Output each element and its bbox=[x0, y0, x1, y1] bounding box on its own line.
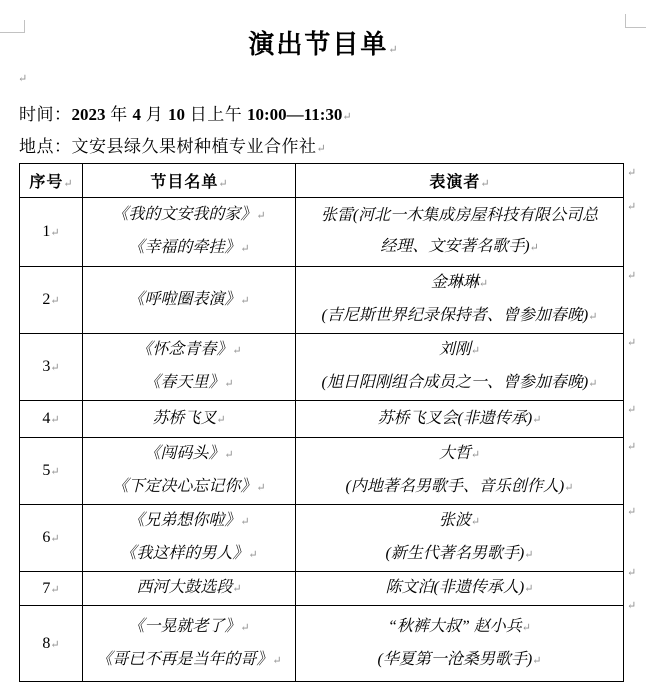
performer-line: 经理、文安著名歌手)↵ bbox=[380, 238, 539, 255]
table-header-row bbox=[20, 164, 624, 198]
paragraph-mark-icon: ↵ bbox=[521, 621, 532, 634]
paragraph-mark-icon: ↵ bbox=[224, 378, 234, 390]
header-no bbox=[20, 164, 83, 198]
performer-line: 张波↵ bbox=[438, 512, 481, 529]
paragraph-mark-icon: ↵ bbox=[480, 178, 490, 190]
header-performer-text: 表演者 bbox=[429, 174, 481, 191]
paragraph-mark-icon: ↵ bbox=[256, 210, 266, 222]
row-end-mark-icon: ↵ bbox=[627, 201, 637, 213]
performer-line: 张雷(河北一木集成房屋科技有限公司总 bbox=[320, 207, 599, 224]
performer-line: “秋裤大叔” 赵小兵↵ bbox=[387, 617, 532, 635]
cell-no bbox=[20, 401, 83, 438]
cell-performers bbox=[296, 267, 624, 334]
program-line: 苏桥飞叉↵ bbox=[152, 409, 226, 427]
paragraph-mark-icon: ↵ bbox=[588, 311, 598, 323]
paragraph-mark-icon: ↵ bbox=[532, 413, 542, 426]
row-number: 7 bbox=[42, 579, 51, 597]
performer-line: (华夏第一沧桑男歌手)↵ bbox=[377, 650, 542, 668]
time-year-unit: 年 bbox=[105, 105, 133, 124]
row-end-mark-icon: ↵ bbox=[627, 441, 637, 453]
paragraph-mark-icon: ↵ bbox=[470, 345, 481, 357]
paragraph-mark-icon: ↵ bbox=[50, 414, 60, 426]
program-line: 《春天里》↵ bbox=[144, 374, 234, 391]
row-number: 2 bbox=[42, 291, 51, 308]
header-no-text: 序号 bbox=[29, 174, 64, 191]
table-row bbox=[20, 606, 624, 682]
row-end-mark-icon: ↵ bbox=[627, 567, 637, 579]
cell-programs bbox=[83, 334, 296, 401]
paragraph-mark-icon: ↵ bbox=[218, 178, 228, 190]
cell-programs bbox=[83, 267, 296, 334]
time-range: 10:00—11:30 bbox=[247, 105, 343, 124]
cell-performers bbox=[296, 606, 624, 682]
cell-performers bbox=[296, 438, 624, 505]
paragraph-mark-icon: ↵ bbox=[50, 533, 60, 545]
cell-no bbox=[20, 198, 83, 267]
program-line: 《我的文安我的家》↵ bbox=[112, 206, 266, 223]
paragraph-mark-icon: ↵ bbox=[50, 295, 60, 307]
paragraph-mark-icon: ↵ bbox=[248, 549, 258, 561]
location-text: 地点：文安县绿久果树种植专业合作社 bbox=[19, 137, 317, 156]
table-row bbox=[20, 334, 624, 401]
paragraph-mark-icon: ↵ bbox=[316, 143, 326, 155]
row-number: 5 bbox=[42, 462, 51, 479]
program-line: 《幸福的牵挂》↵ bbox=[128, 239, 250, 256]
performer-line: (吉尼斯世界纪录保持者、曾参加春晚)↵ bbox=[321, 307, 598, 324]
header-program bbox=[83, 164, 296, 198]
paragraph-mark-icon: ↵ bbox=[342, 111, 352, 123]
paragraph-mark-icon: ↵ bbox=[240, 516, 250, 528]
program-line: 《怀念青春》↵ bbox=[136, 341, 242, 358]
program-line: 《我这样的男人》↵ bbox=[120, 545, 258, 562]
header-performer bbox=[296, 164, 624, 198]
paragraph-mark-icon: ↵ bbox=[216, 413, 226, 426]
paragraph-mark-icon: ↵ bbox=[272, 654, 282, 667]
paragraph-mark-icon: ↵ bbox=[564, 482, 574, 494]
paragraph-mark-icon: ↵ bbox=[232, 583, 242, 595]
cell-performers bbox=[296, 401, 624, 438]
row-end-mark-icon: ↵ bbox=[627, 600, 637, 612]
table-row bbox=[20, 438, 624, 505]
cell-no bbox=[20, 267, 83, 334]
performer-line: 大哲↵ bbox=[438, 445, 481, 462]
row-end-mark-icon: ↵ bbox=[627, 167, 637, 179]
time-line bbox=[19, 100, 352, 125]
paragraph-mark-icon: ↵ bbox=[529, 242, 539, 254]
paragraph-mark-icon: ↵ bbox=[470, 449, 481, 461]
time-year: 2023 bbox=[71, 105, 106, 124]
performer-line: 苏桥飞叉会(非遗传承)↵ bbox=[377, 409, 542, 427]
table-row bbox=[20, 505, 624, 572]
cell-performers bbox=[296, 505, 624, 572]
row-end-mark-icon: ↵ bbox=[627, 404, 637, 416]
performer-line: (旭日阳刚组合成员之一、曾参加春晚)↵ bbox=[321, 374, 598, 391]
paragraph-mark-icon: ↵ bbox=[50, 466, 60, 478]
program-line: 《呼啦圈表演》↵ bbox=[128, 290, 250, 308]
paragraph-mark-icon: ↵ bbox=[388, 44, 398, 56]
paragraph-mark-icon: ↵ bbox=[240, 621, 250, 634]
row-number: 8 bbox=[42, 634, 51, 652]
paragraph-mark-icon: ↵ bbox=[524, 549, 534, 561]
cell-performers bbox=[296, 198, 624, 267]
paragraph-mark-icon: ↵ bbox=[50, 362, 60, 374]
table-row bbox=[20, 198, 624, 267]
performer-line: 陈文泊(非遗传承人)↵ bbox=[385, 579, 534, 596]
row-number: 3 bbox=[42, 358, 51, 375]
program-line: 《闯码头》↵ bbox=[144, 445, 234, 462]
row-end-mark-icon: ↵ bbox=[627, 270, 637, 282]
paragraph-mark-icon: ↵ bbox=[50, 583, 60, 596]
cell-performers bbox=[296, 334, 624, 401]
performer-line: 刘刚↵ bbox=[438, 341, 481, 358]
row-number: 6 bbox=[42, 529, 51, 546]
paragraph-mark-icon: ↵ bbox=[224, 449, 234, 461]
time-label: 时间： bbox=[19, 105, 72, 124]
paragraph-mark-icon: ↵ bbox=[532, 654, 542, 667]
program-line: 《一晃就老了》↵ bbox=[128, 617, 250, 635]
paragraph-mark-icon: ↵ bbox=[240, 294, 250, 307]
cell-programs bbox=[83, 505, 296, 572]
row-number: 4 bbox=[42, 410, 51, 427]
table-row bbox=[20, 401, 624, 438]
row-end-mark-icon: ↵ bbox=[627, 337, 637, 349]
cell-programs bbox=[83, 401, 296, 438]
time-month-unit: 月 bbox=[141, 105, 168, 124]
paragraph-mark-icon: ↵ bbox=[63, 178, 73, 190]
paragraph-mark-icon: ↵ bbox=[50, 638, 60, 651]
paragraph-mark-icon: ↵ bbox=[240, 243, 250, 255]
time-day-unit: 日上午 bbox=[185, 105, 247, 124]
empty-paragraph-mark-icon: ↵ bbox=[18, 73, 28, 85]
performer-line: (内地著名男歌手、音乐创作人)↵ bbox=[345, 478, 574, 495]
table-row bbox=[20, 267, 624, 334]
page-title bbox=[0, 24, 646, 61]
performer-line: 金琳琳↵ bbox=[430, 274, 489, 291]
program-line: 《哥已不再是当年的哥》↵ bbox=[96, 650, 282, 668]
time-day: 10 bbox=[168, 105, 185, 124]
time-month: 4 bbox=[132, 105, 141, 124]
paragraph-mark-icon: ↵ bbox=[478, 278, 489, 290]
cell-no bbox=[20, 572, 83, 606]
cell-programs bbox=[83, 438, 296, 505]
location-line bbox=[19, 132, 326, 157]
cell-no bbox=[20, 505, 83, 572]
performer-line: (新生代著名男歌手)↵ bbox=[385, 545, 534, 562]
table-row bbox=[20, 572, 624, 606]
paragraph-mark-icon: ↵ bbox=[50, 227, 60, 239]
program-table bbox=[19, 163, 624, 682]
cell-programs bbox=[83, 606, 296, 682]
cell-performers bbox=[296, 572, 624, 606]
cell-programs bbox=[83, 572, 296, 606]
cell-no bbox=[20, 334, 83, 401]
paragraph-mark-icon: ↵ bbox=[524, 583, 534, 595]
paragraph-mark-icon: ↵ bbox=[232, 345, 242, 357]
paragraph-mark-icon: ↵ bbox=[588, 378, 598, 390]
row-end-mark-icon: ↵ bbox=[627, 506, 637, 518]
program-line: 《下定决心忘记你》↵ bbox=[112, 478, 266, 495]
paragraph-mark-icon: ↵ bbox=[256, 482, 266, 494]
header-program-text: 节目名单 bbox=[150, 174, 219, 191]
page-title-text: 演出节目单 bbox=[248, 30, 389, 59]
paragraph-mark-icon: ↵ bbox=[470, 516, 481, 528]
cell-no bbox=[20, 438, 83, 505]
row-number: 1 bbox=[42, 223, 51, 240]
program-line: 《兄弟想你啦》↵ bbox=[128, 512, 250, 529]
cell-programs bbox=[83, 198, 296, 267]
program-line: 西河大鼓选段↵ bbox=[136, 579, 242, 596]
cell-no bbox=[20, 606, 83, 682]
